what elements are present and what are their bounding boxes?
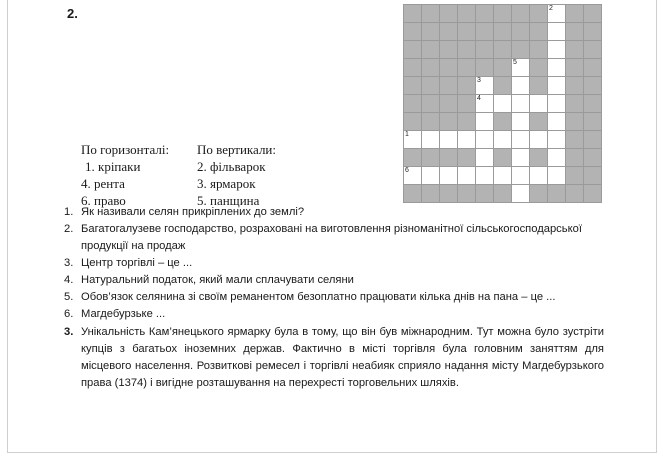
crossword-cell-open[interactable] (494, 95, 512, 113)
crossword-cell-blocked (566, 95, 584, 113)
task3-paragraph: Унікальність Кам’янецького ярмарку була в тому, що він був міжнародним. Тут можна було зустріти купців з багатьох іноземних держав. Фактично в місті торгівля була головним заняттям для місцевого населення. Розвиткові ремесел і торгівлі неабияк сприяло надання місту Магдебурзького права (1374) і вигідне розташування на перехресті торговельних шляхів. (81, 326, 604, 389)
question-text: Багатогалузеве господарство, розраховані на виготовлення різноманітної сільськогосподарської продукції на продаж (81, 223, 582, 252)
crossword-cell-open[interactable] (512, 167, 530, 185)
crossword-cell-blocked (530, 41, 548, 59)
question-number: 4. (64, 274, 74, 286)
crossword-cell-open[interactable] (404, 167, 422, 185)
crossword-cell-blocked (422, 149, 440, 167)
crossword-cell-blocked (494, 41, 512, 59)
task3-block (64, 324, 604, 392)
crossword-cell-blocked (584, 59, 602, 77)
crossword-cell-blocked (404, 77, 422, 95)
crossword-cell-open[interactable] (548, 77, 566, 95)
crossword-cell-open[interactable] (530, 95, 548, 113)
question-item (64, 306, 604, 323)
crossword-cell-blocked (530, 23, 548, 41)
question-text: Центр торгівлі – це ... (81, 257, 193, 269)
crossword-cell-blocked (584, 23, 602, 41)
answer-horizontal-1: 1. кріпаки (85, 159, 141, 174)
crossword-cell-blocked (584, 113, 602, 131)
crossword-cell-blocked (422, 113, 440, 131)
crossword-cell-open[interactable] (548, 167, 566, 185)
crossword-cell-open[interactable] (404, 131, 422, 149)
crossword-cell-open[interactable] (512, 59, 530, 77)
crossword-cell-blocked (584, 167, 602, 185)
crossword-cell-open[interactable] (548, 5, 566, 23)
crossword-cell-blocked (530, 59, 548, 77)
crossword-cell-open[interactable] (512, 113, 530, 131)
crossword-cell-open[interactable] (422, 167, 440, 185)
crossword-cell-blocked (458, 149, 476, 167)
crossword-cell-blocked (566, 23, 584, 41)
question-text: Як називали селян прикріплених до землі? (81, 206, 305, 218)
question-item (64, 204, 604, 221)
crossword-cell-open[interactable] (440, 167, 458, 185)
answer-vertical-3: 3. ярмарок (197, 176, 256, 191)
crossword-cell-blocked (530, 113, 548, 131)
crossword-clue-number: 1 (405, 131, 409, 138)
crossword-cell-blocked (494, 23, 512, 41)
crossword-cell-blocked (584, 41, 602, 59)
crossword-cell-blocked (494, 113, 512, 131)
question-text: Обов’язок селянина зі своїм реманентом безоплатно працювати кілька днів на пана – це ... (81, 291, 556, 303)
crossword-cell-open[interactable] (476, 77, 494, 95)
crossword-cell-blocked (422, 5, 440, 23)
crossword-cell-blocked (440, 5, 458, 23)
question-number: 5. (64, 291, 74, 303)
crossword-cell-blocked (494, 59, 512, 77)
crossword-cell-blocked (566, 5, 584, 23)
question-number: 6. (64, 308, 74, 320)
crossword-cell-open[interactable] (458, 167, 476, 185)
crossword-cell-blocked (440, 185, 458, 203)
crossword-cell-blocked (530, 185, 548, 203)
crossword-cell-blocked (476, 5, 494, 23)
crossword-cell-open[interactable] (512, 95, 530, 113)
crossword-grid (403, 4, 602, 203)
question-item (64, 272, 604, 289)
crossword-cell-blocked (584, 131, 602, 149)
crossword-cell-open[interactable] (476, 131, 494, 149)
vertical-answers (197, 141, 276, 209)
task-number: 2. (67, 6, 78, 21)
crossword-cell-blocked (404, 23, 422, 41)
crossword-cell-open[interactable] (548, 23, 566, 41)
crossword-cell-open[interactable] (512, 185, 530, 203)
crossword-cell-open[interactable] (548, 149, 566, 167)
question-item (64, 255, 604, 272)
crossword-cell-open[interactable] (494, 167, 512, 185)
crossword-clue-number: 2 (549, 5, 553, 12)
crossword-cell-blocked (422, 95, 440, 113)
crossword-cell-blocked (584, 185, 602, 203)
crossword-cell-open[interactable] (548, 41, 566, 59)
crossword-cell-blocked (584, 77, 602, 95)
crossword-cell-blocked (566, 167, 584, 185)
crossword-cell-blocked (440, 41, 458, 59)
crossword-cell-blocked (404, 95, 422, 113)
crossword-cell-blocked (512, 41, 530, 59)
crossword-cell-blocked (566, 59, 584, 77)
crossword-cell-blocked (530, 149, 548, 167)
crossword-cell-blocked (530, 77, 548, 95)
crossword-cell-blocked (566, 131, 584, 149)
crossword-cell-blocked (458, 95, 476, 113)
crossword-cell-open[interactable] (476, 95, 494, 113)
questions-list (64, 204, 604, 323)
crossword-cell-blocked (530, 5, 548, 23)
crossword-cell-blocked (422, 77, 440, 95)
crossword-cell-open[interactable] (512, 149, 530, 167)
crossword-clue-number: 3 (477, 77, 481, 84)
crossword-cell-blocked (494, 77, 512, 95)
crossword-cell-blocked (476, 185, 494, 203)
crossword-cell-open[interactable] (548, 131, 566, 149)
crossword-cell-blocked (404, 113, 422, 131)
crossword-cell-blocked (476, 59, 494, 77)
crossword-cell-blocked (458, 59, 476, 77)
crossword-cell-blocked (476, 41, 494, 59)
crossword-cell-open[interactable] (548, 95, 566, 113)
answer-horizontal-6: 6. право (81, 193, 126, 208)
question-number: 1. (64, 206, 74, 218)
crossword-cell-open[interactable] (440, 131, 458, 149)
crossword-cell-blocked (566, 149, 584, 167)
question-item (64, 221, 604, 255)
question-item (64, 289, 604, 306)
crossword-cell-blocked (512, 5, 530, 23)
question-number: 3. (64, 257, 74, 269)
crossword-cell-open[interactable] (476, 167, 494, 185)
crossword-cell-blocked (422, 185, 440, 203)
crossword-cell-open[interactable] (548, 113, 566, 131)
crossword-cell-blocked (422, 59, 440, 77)
crossword-cell-blocked (404, 185, 422, 203)
vertical-header: По вертикали: (197, 142, 276, 157)
crossword-cell-open[interactable] (422, 131, 440, 149)
crossword-cell-blocked (440, 77, 458, 95)
crossword-cell-blocked (440, 149, 458, 167)
crossword-cell-blocked (440, 59, 458, 77)
crossword-cell-open[interactable] (512, 131, 530, 149)
crossword-cell-blocked (458, 23, 476, 41)
crossword-cell-blocked (494, 5, 512, 23)
task3-number: 3. (64, 326, 74, 338)
crossword-cell-blocked (458, 77, 476, 95)
crossword-cell-blocked (584, 149, 602, 167)
crossword-cell-blocked (440, 95, 458, 113)
crossword-cell-blocked (404, 41, 422, 59)
crossword-cell-blocked (584, 95, 602, 113)
horizontal-header: По горизонталі: (81, 142, 170, 157)
answer-vertical-2: 2. фільварок (197, 159, 266, 174)
crossword-cell-open[interactable] (530, 131, 548, 149)
crossword-cell-blocked (512, 23, 530, 41)
crossword-cell-blocked (422, 23, 440, 41)
crossword-cell-blocked (458, 185, 476, 203)
question-text: Натуральний податок, який мали сплачувати селяни (81, 274, 354, 286)
crossword-cell-blocked (584, 5, 602, 23)
question-text: Магдебурзьке ... (81, 308, 166, 320)
crossword-cell-blocked (566, 77, 584, 95)
crossword-clue-number: 6 (405, 167, 409, 174)
crossword-cell-blocked (422, 41, 440, 59)
crossword-cell-blocked (476, 23, 494, 41)
crossword-cell-open[interactable] (476, 113, 494, 131)
crossword-cell-blocked (566, 41, 584, 59)
crossword-cell-blocked (404, 59, 422, 77)
answer-horizontal-4: 4. рента (81, 176, 125, 191)
crossword-cell-blocked (458, 5, 476, 23)
crossword-cell-open[interactable] (494, 131, 512, 149)
crossword-cell-blocked (404, 5, 422, 23)
answer-vertical-5: 5. панщина (197, 193, 260, 208)
crossword-cell-open[interactable] (476, 149, 494, 167)
horizontal-answers (81, 141, 169, 209)
crossword-clue-number: 5 (513, 59, 517, 66)
crossword-cell-blocked (404, 149, 422, 167)
crossword-cell-open[interactable] (512, 77, 530, 95)
crossword-cell-blocked (440, 23, 458, 41)
crossword-cell-blocked (494, 185, 512, 203)
crossword-cell-blocked (494, 149, 512, 167)
crossword-cell-open[interactable] (530, 167, 548, 185)
question-number: 2. (64, 223, 74, 235)
crossword-cell-blocked (458, 41, 476, 59)
crossword-clue-number: 4 (477, 95, 481, 102)
document-page (7, 0, 657, 453)
crossword-cell-blocked (566, 113, 584, 131)
crossword-cell-blocked (566, 185, 584, 203)
crossword-cell-blocked (548, 185, 566, 203)
crossword-cell-open[interactable] (458, 131, 476, 149)
crossword-cell-blocked (440, 113, 458, 131)
crossword-cell-blocked (458, 113, 476, 131)
crossword-cell-open[interactable] (548, 59, 566, 77)
